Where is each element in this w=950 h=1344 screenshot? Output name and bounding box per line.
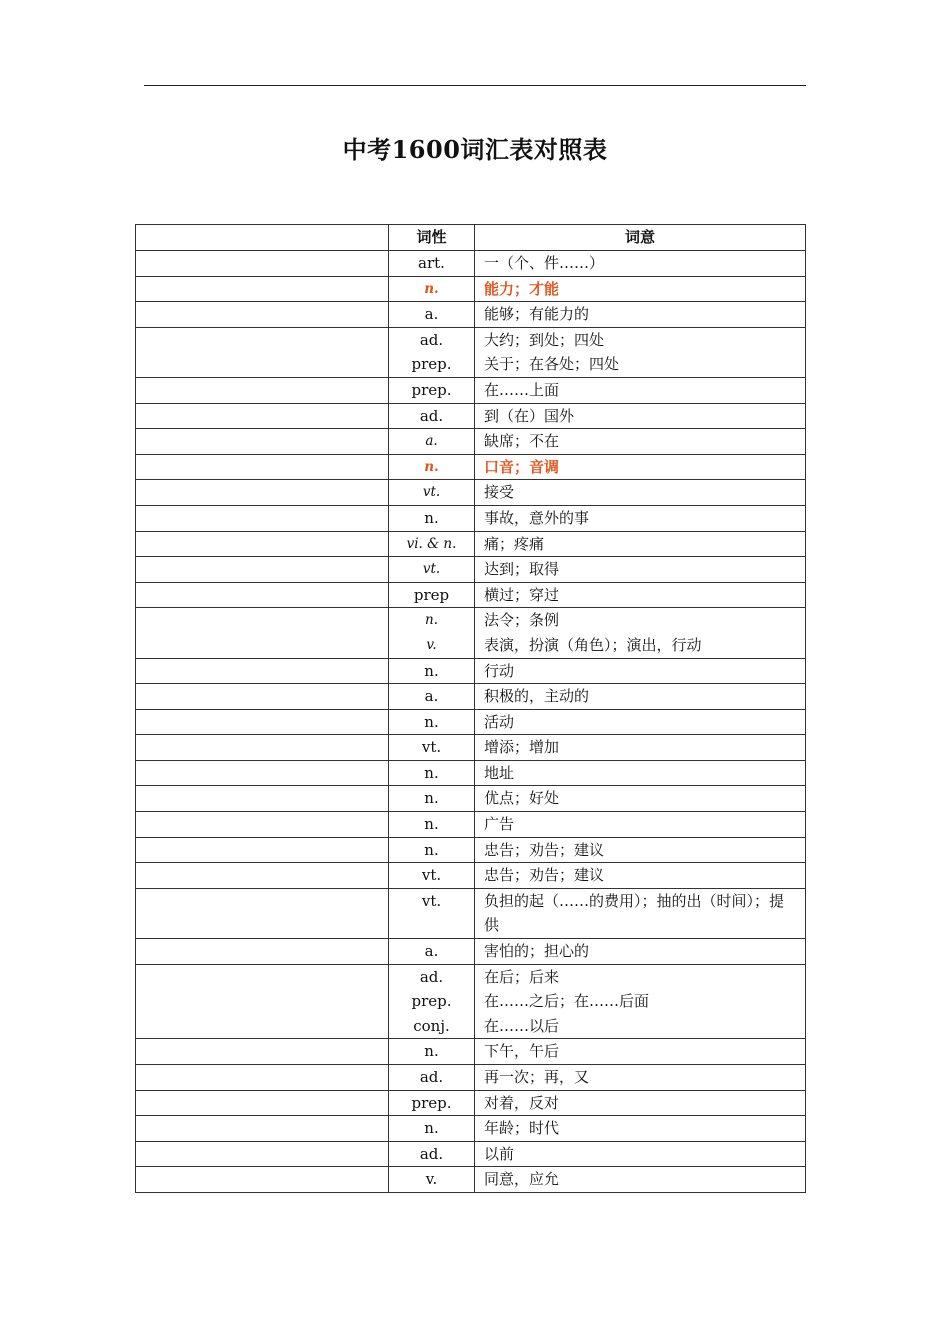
meaning-text: 再一次；再，又 bbox=[484, 1068, 590, 1086]
word-cell bbox=[136, 760, 389, 786]
pos-cell bbox=[389, 377, 475, 403]
meaning-cell bbox=[475, 531, 806, 557]
meaning-cell bbox=[475, 251, 806, 277]
word-cell bbox=[136, 1116, 389, 1142]
vocabulary-table bbox=[135, 224, 806, 1193]
pos-cell bbox=[389, 403, 475, 429]
meaning-text: 同意，应允 bbox=[484, 1170, 560, 1189]
pos-text: v. bbox=[425, 1170, 438, 1189]
meaning-text: 一（个、件……） bbox=[484, 254, 605, 272]
word-cell bbox=[136, 1039, 389, 1065]
pos-text: ad. bbox=[419, 406, 444, 425]
meaning-text: 年龄；时代 bbox=[484, 1119, 560, 1138]
meaning-text: 对着，反对 bbox=[484, 1093, 560, 1112]
table-row bbox=[136, 429, 806, 455]
pos-cell bbox=[389, 480, 475, 506]
word-cell bbox=[136, 939, 389, 965]
meaning-cell bbox=[475, 429, 806, 455]
pos-cell bbox=[389, 1090, 475, 1116]
word-cell bbox=[136, 608, 389, 658]
meaning-text: 在……以后 bbox=[484, 1016, 560, 1035]
pos-text: vt. bbox=[421, 738, 442, 757]
meaning-text: 口音；音调 bbox=[484, 457, 560, 476]
pos-text: n. bbox=[424, 661, 439, 680]
meaning-cell bbox=[475, 837, 806, 863]
meaning-text: 下午，午后 bbox=[484, 1042, 560, 1061]
table-row bbox=[136, 608, 806, 658]
table-row bbox=[136, 735, 806, 761]
header-pos: 词性 bbox=[389, 225, 475, 251]
pos-cell bbox=[389, 1167, 475, 1193]
word-cell bbox=[136, 658, 389, 684]
word-cell bbox=[136, 1141, 389, 1167]
meaning-cell bbox=[475, 505, 806, 531]
table-row bbox=[136, 939, 806, 965]
pos-text: prep. bbox=[411, 1093, 452, 1112]
meaning-cell bbox=[475, 557, 806, 583]
word-cell bbox=[136, 709, 389, 735]
meaning-cell bbox=[475, 1167, 806, 1193]
word-cell bbox=[136, 403, 389, 429]
header-meaning: 词意 bbox=[475, 225, 806, 251]
meaning-cell bbox=[475, 964, 806, 1039]
meaning-cell bbox=[475, 786, 806, 812]
meaning-text: 痛；疼痛 bbox=[484, 534, 545, 553]
word-cell bbox=[136, 429, 389, 455]
pos-text: vt. bbox=[422, 484, 441, 501]
table-row bbox=[136, 658, 806, 684]
pos-text: a. bbox=[424, 687, 439, 706]
table-row bbox=[136, 837, 806, 863]
meaning-cell bbox=[475, 684, 806, 710]
table-body bbox=[136, 251, 806, 1193]
word-cell bbox=[136, 863, 389, 889]
word-cell bbox=[136, 964, 389, 1039]
meaning-cell bbox=[475, 888, 806, 938]
table-row bbox=[136, 557, 806, 583]
meaning-cell bbox=[475, 1116, 806, 1142]
pos-cell bbox=[389, 863, 475, 889]
pos-text: n. bbox=[424, 1119, 439, 1138]
pos-cell bbox=[389, 531, 475, 557]
table-row bbox=[136, 276, 806, 302]
word-cell bbox=[136, 1167, 389, 1193]
meaning-text: 以前 bbox=[484, 1144, 515, 1163]
table-row bbox=[136, 709, 806, 735]
meaning-cell bbox=[475, 276, 806, 302]
pos-text: ad. bbox=[419, 967, 444, 986]
word-cell bbox=[136, 302, 389, 328]
table-row bbox=[136, 760, 806, 786]
pos-text: n. bbox=[425, 612, 438, 629]
pos-cell bbox=[389, 709, 475, 735]
pos-cell bbox=[389, 939, 475, 965]
table-row bbox=[136, 684, 806, 710]
pos-text: vt. bbox=[422, 561, 441, 578]
meaning-text: 害怕的；担心的 bbox=[484, 942, 590, 961]
word-cell bbox=[136, 812, 389, 838]
table-row bbox=[136, 1090, 806, 1116]
pos-text: n. bbox=[424, 1042, 439, 1061]
meaning-cell bbox=[475, 939, 806, 965]
pos-cell bbox=[389, 608, 475, 658]
word-cell bbox=[136, 837, 389, 863]
pos-cell bbox=[389, 888, 475, 938]
pos-cell bbox=[389, 429, 475, 455]
table-row bbox=[136, 863, 806, 889]
pos-cell bbox=[389, 658, 475, 684]
meaning-text: 缺席；不在 bbox=[484, 432, 560, 451]
meaning-text: 负担的起（……的费用）；抽的出（时间）；提供 bbox=[484, 891, 785, 935]
meaning-cell bbox=[475, 1065, 806, 1091]
pos-text: n. bbox=[424, 712, 439, 731]
meaning-cell bbox=[475, 735, 806, 761]
pos-cell bbox=[389, 786, 475, 812]
header-rule bbox=[144, 85, 806, 86]
meaning-cell bbox=[475, 812, 806, 838]
table-row bbox=[136, 251, 806, 277]
meaning-cell bbox=[475, 658, 806, 684]
meaning-text: 能力；才能 bbox=[484, 279, 560, 298]
meaning-cell bbox=[475, 1090, 806, 1116]
page-title: 中考1600词汇表对照表 bbox=[342, 135, 608, 164]
pos-text: conj. bbox=[413, 1016, 450, 1035]
meaning-text: 地址 bbox=[484, 763, 515, 782]
pos-text: v. bbox=[426, 636, 437, 653]
word-cell bbox=[136, 1090, 389, 1116]
pos-cell bbox=[389, 327, 475, 377]
pos-cell bbox=[389, 1065, 475, 1091]
meaning-cell bbox=[475, 608, 806, 658]
pos-cell bbox=[389, 454, 475, 480]
word-cell bbox=[136, 276, 389, 302]
meaning-text: 接受 bbox=[484, 483, 515, 502]
pos-text: art. bbox=[418, 254, 445, 272]
meaning-text: 忠告；劝告；建议 bbox=[484, 840, 605, 859]
table-row bbox=[136, 403, 806, 429]
table-row bbox=[136, 582, 806, 608]
pos-text: n. bbox=[424, 815, 439, 834]
pos-cell bbox=[389, 302, 475, 328]
meaning-text: 活动 bbox=[484, 712, 515, 731]
meaning-text: 能够；有能力的 bbox=[484, 305, 590, 324]
pos-text: vt. bbox=[421, 891, 442, 910]
word-cell bbox=[136, 531, 389, 557]
pos-text: ad. bbox=[419, 1068, 444, 1086]
pos-cell bbox=[389, 1116, 475, 1142]
pos-text: prep. bbox=[411, 380, 452, 399]
table-row bbox=[136, 505, 806, 531]
meaning-text: 大约；到处；四处 bbox=[484, 330, 605, 349]
pos-cell bbox=[389, 1039, 475, 1065]
meaning-text: 在……之后；在……后面 bbox=[484, 992, 650, 1011]
pos-cell bbox=[389, 557, 475, 583]
pos-cell bbox=[389, 251, 475, 277]
table-row bbox=[136, 480, 806, 506]
meaning-cell bbox=[475, 863, 806, 889]
word-cell bbox=[136, 480, 389, 506]
meaning-text: 在……上面 bbox=[484, 380, 560, 399]
meaning-text: 关于；在各处；四处 bbox=[484, 355, 620, 374]
meaning-cell bbox=[475, 480, 806, 506]
meaning-cell bbox=[475, 582, 806, 608]
pos-text: ad. bbox=[419, 1144, 444, 1163]
pos-text: a. bbox=[424, 305, 439, 324]
pos-cell bbox=[389, 760, 475, 786]
pos-cell bbox=[389, 276, 475, 302]
pos-text: ad. bbox=[419, 330, 444, 349]
table-row bbox=[136, 302, 806, 328]
meaning-cell bbox=[475, 760, 806, 786]
table-row bbox=[136, 1116, 806, 1142]
pos-text: n. bbox=[424, 458, 439, 475]
word-cell bbox=[136, 377, 389, 403]
pos-text: a. bbox=[424, 942, 439, 961]
pos-cell bbox=[389, 1141, 475, 1167]
pos-cell bbox=[389, 964, 475, 1039]
pos-cell bbox=[389, 684, 475, 710]
meaning-text: 行动 bbox=[484, 661, 515, 680]
pos-text: n. bbox=[424, 280, 439, 297]
word-cell bbox=[136, 454, 389, 480]
pos-cell bbox=[389, 582, 475, 608]
meaning-text: 到（在）国外 bbox=[484, 406, 575, 425]
word-cell bbox=[136, 251, 389, 277]
meaning-cell bbox=[475, 709, 806, 735]
word-cell bbox=[136, 684, 389, 710]
meaning-text: 忠告；劝告；建议 bbox=[484, 866, 605, 885]
meaning-text: 广告 bbox=[484, 815, 515, 834]
meaning-text: 在后；后来 bbox=[484, 967, 560, 986]
meaning-text: 积极的，主动的 bbox=[484, 687, 590, 706]
word-cell bbox=[136, 735, 389, 761]
pos-text: prep bbox=[413, 585, 450, 604]
meaning-cell bbox=[475, 377, 806, 403]
pos-text: vt. bbox=[421, 866, 442, 885]
word-cell bbox=[136, 888, 389, 938]
table-row bbox=[136, 1065, 806, 1091]
table-row bbox=[136, 1167, 806, 1193]
table-row bbox=[136, 812, 806, 838]
word-cell bbox=[136, 557, 389, 583]
meaning-text: 优点；好处 bbox=[484, 789, 560, 808]
word-cell bbox=[136, 582, 389, 608]
pos-text: n. bbox=[424, 763, 439, 782]
word-cell bbox=[136, 505, 389, 531]
meaning-cell bbox=[475, 1141, 806, 1167]
table-row bbox=[136, 786, 806, 812]
meaning-text: 法令；条例 bbox=[484, 611, 560, 630]
pos-text: n. bbox=[424, 508, 439, 527]
word-cell bbox=[136, 1065, 389, 1091]
pos-text: prep. bbox=[411, 355, 452, 374]
header-word bbox=[136, 225, 389, 251]
pos-cell bbox=[389, 505, 475, 531]
meaning-text: 增添；增加 bbox=[484, 738, 560, 757]
meaning-cell bbox=[475, 302, 806, 328]
meaning-text: 达到；取得 bbox=[484, 560, 560, 579]
pos-text: a. bbox=[425, 433, 438, 450]
meaning-text: 横过；穿过 bbox=[484, 585, 560, 604]
pos-text: prep. bbox=[411, 992, 452, 1011]
table-row bbox=[136, 888, 806, 938]
meaning-cell bbox=[475, 327, 806, 377]
word-cell bbox=[136, 786, 389, 812]
meaning-text: 事故，意外的事 bbox=[484, 508, 590, 527]
table-row bbox=[136, 327, 806, 377]
table-row bbox=[136, 964, 806, 1039]
meaning-text: 表演，扮演（角色）；演出，行动 bbox=[484, 635, 702, 654]
pos-cell bbox=[389, 735, 475, 761]
table-row bbox=[136, 454, 806, 480]
table-row bbox=[136, 1039, 806, 1065]
pos-cell bbox=[389, 837, 475, 863]
pos-text: n. bbox=[424, 840, 439, 859]
meaning-cell bbox=[475, 1039, 806, 1065]
table-header-row bbox=[136, 225, 806, 251]
word-cell bbox=[136, 327, 389, 377]
table-row bbox=[136, 377, 806, 403]
meaning-cell bbox=[475, 403, 806, 429]
pos-text: vi. & n. bbox=[406, 535, 457, 552]
pos-text: n. bbox=[424, 789, 439, 808]
table-row bbox=[136, 531, 806, 557]
meaning-cell bbox=[475, 454, 806, 480]
pos-cell bbox=[389, 812, 475, 838]
table-row bbox=[136, 1141, 806, 1167]
